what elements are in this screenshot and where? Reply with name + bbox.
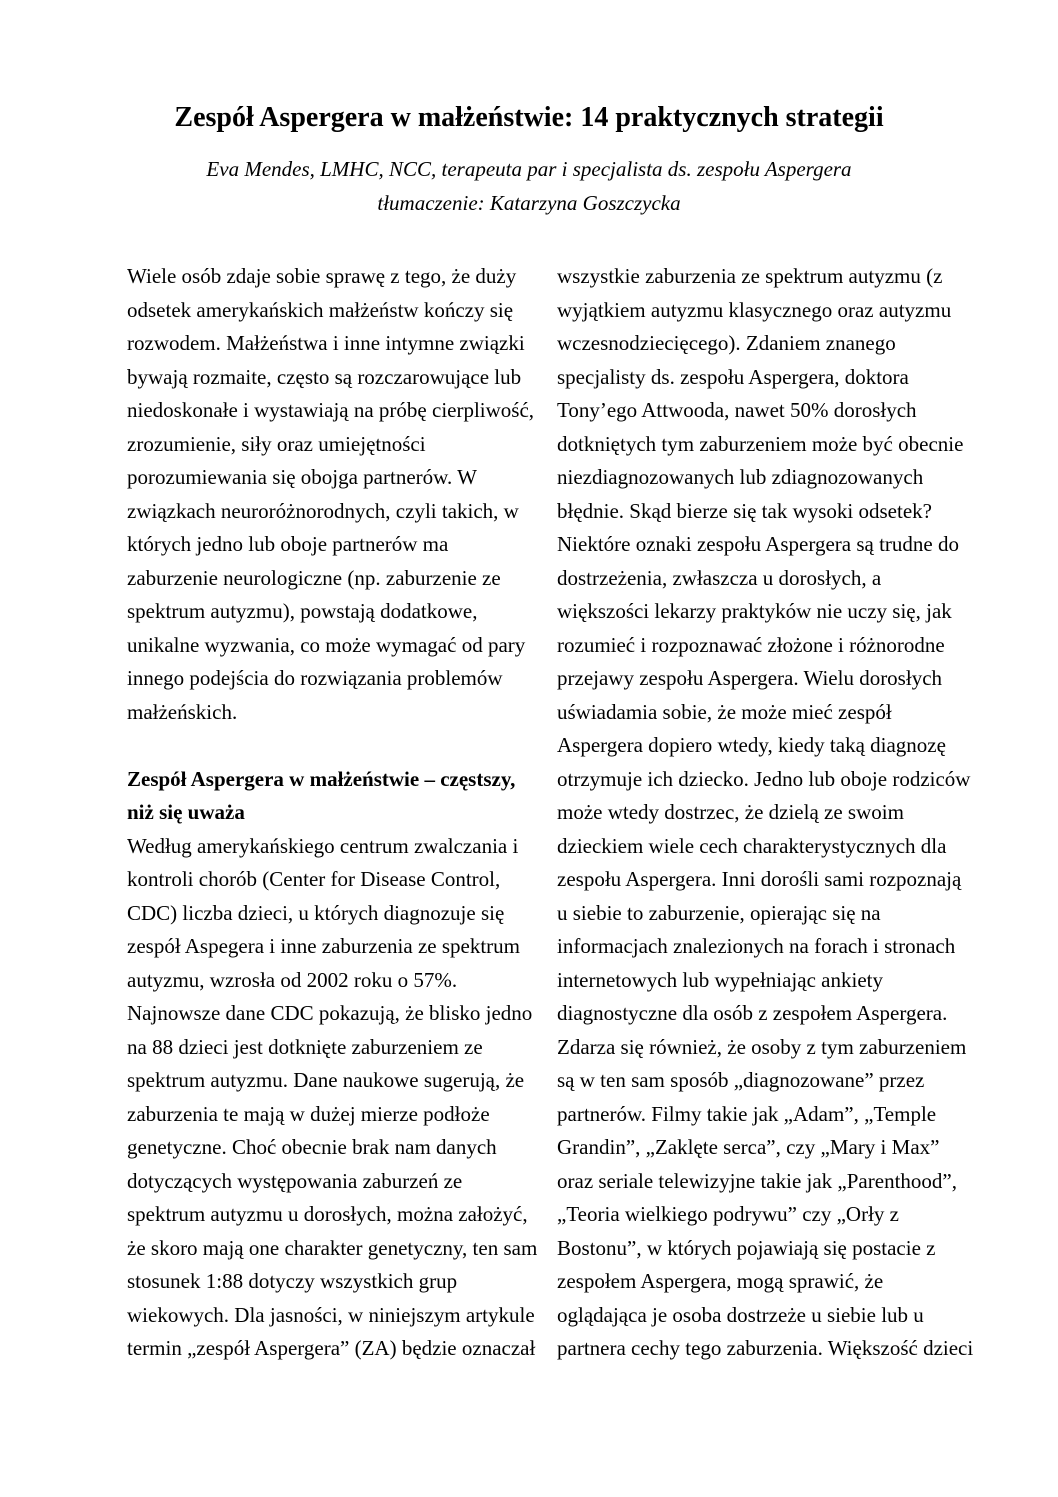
text-line: dzieckiem wiele cech charakterystycznych dla [557,833,947,858]
text-line: małżeńskich. [127,699,238,724]
text-line: spektrum autyzmu. Dane naukowe sugerują, że [127,1068,525,1092]
text-line: wszystkie zaburzenia ze spektrum autyzmu (z [557,264,943,288]
text-line: niedoskonałe i wystawiają na próbę cierpliwość, [127,398,535,422]
text-line: zespołu Aspergera. Inni dorośli sami rozpoznają [557,867,962,891]
text-line: autyzmu, wzrosła od 2002 roku o 57%. [127,967,458,992]
text-line: Zdarza się również, że osoby z tym zaburzeniem [557,1034,967,1059]
text-line: Tony’ego Attwooda, nawet 50% dorosłych [557,398,917,422]
text-line: bywają rozmaite, często są rozczarowujące lub [127,364,522,389]
text-line: zespół Aspegera i inne zaburzenia ze spektrum [127,934,521,958]
text-line: większości lekarzy praktyków nie uczy się, jak [557,599,952,623]
text-line: partnera cechy tego zaburzenia. Większość dzieci [557,1336,974,1360]
text-line: że skoro mają one charakter genetyczny, ten sam [127,1235,538,1260]
text-line: diagnostyczne dla osób z zespołem Aspergera. [557,1001,948,1025]
text-line: dotkniętych tym zaburzeniem może być obecnie [557,431,964,456]
text-line: oraz seriale telewizyjne takie jak „Parenthood”, [557,1168,957,1193]
text-line: Wiele osób zdaje sobie sprawę z tego, że duży [127,264,517,288]
text-line: partnerów. Filmy takie jak „Adam”, „Temple [557,1101,937,1126]
text-line: internetowych lub wypełniając ankiety [557,967,883,992]
right-column [557,260,974,1366]
text-line: Bostonu”, w których pojawiają się postacie z [557,1235,936,1260]
text-line: spektrum autyzmu u dorosłych, można założyć, [127,1202,528,1226]
text-line: Niektóre oznaki zespołu Aspergera są trudne do [557,532,959,556]
text-line: CDC) liczba dzieci, u których diagnozuje się [127,900,505,925]
text-line: informacjach znalezionych na forach i stronach [557,934,956,958]
text-line: dostrzeżenia, zwłaszcza u dorosłych, a [557,565,882,590]
blank-line [127,729,510,763]
text-line: porozumiewania się obojga partnerów. W [127,465,477,489]
text-line: przejawy zespołu Aspergera. Wielu dorosłych [557,666,943,690]
text-line: zaburzenie neurologiczne (np. zaburzenie ze [127,565,501,590]
text-line: są w ten sam sposób „diagnozowane” przez [557,1068,925,1092]
text-line: wczesnodziecięcego). Zdaniem znanego [557,331,896,355]
text-line: otrzymuje ich dziecko. Jedno lub oboje rodziców [557,766,971,791]
text-line: u siebie to zaburzenie, opierając się na [557,900,881,925]
text-line: zespołem Aspergera, mogą sprawić, że [557,1269,884,1293]
text-line: wyjątkiem autyzmu klasycznego oraz autyzmu [557,297,952,322]
text-line: związkach neuroróżnorodnych, czyli takich, w [127,498,519,523]
translation-line: tłumaczenie: Katarzyna Goszczycka [377,191,681,215]
author-line: Eva Mendes, LMHC, NCC, terapeuta par i specjalista ds. zespołu Aspergera [206,157,852,181]
text-line: stosunek 1:88 dotyczy wszystkich grup [127,1269,458,1293]
document-title: Zespół Aspergera w małżeństwie: 14 praktycznych strategii [174,102,884,133]
text-line: unikalne wyzwania, co może wymagać od pary [127,632,526,657]
two-column-body [127,260,974,1366]
text-line: Według amerykańskiego centrum zwalczania i [127,833,519,858]
text-line: zrozumienie, siły oraz umiejętności [127,431,426,456]
text-line: Najnowsze dane CDC pokazują, że blisko jedno [127,1001,533,1025]
text-line: może wtedy dostrzec, że dzielą ze swoim [557,800,904,824]
text-line: uświadamia sobie, że może mieć zespół [557,699,892,724]
text-line: których jedno lub oboje partnerów ma [127,532,449,556]
document-header [0,0,1058,220]
text-line: spektrum autyzmu), powstają dodatkowe, [127,599,478,623]
left-column [127,260,538,1366]
text-line: niż się uważa [127,800,245,824]
text-line: „Teoria wielkiego podrywu” czy „Orły z [557,1202,899,1226]
text-line: kontroli chorób (Center for Disease Control, [127,867,501,891]
text-line: odsetek amerykańskich małżeństw kończy się [127,297,514,322]
text-line: Zespół Aspergera w małżeństwie – częstszy, [127,766,516,791]
text-line: rozumieć i rozpoznawać złożone i różnorodne [557,632,945,657]
text-line: oglądająca je osoba dostrzeże u siebie lub u [557,1302,924,1327]
text-line: Grandin”, „Zaklęte serca”, czy „Mary i Max” [557,1135,940,1159]
text-line: dotyczących występowania zaburzeń ze [127,1168,463,1193]
text-line: specjalisty ds. zespołu Aspergera, doktora [557,364,909,389]
text-line: zaburzenia te mają w dużej mierze podłoże [127,1101,490,1126]
text-line: Aspergera dopiero wtedy, kiedy taką diagnozę [557,733,946,757]
text-line: genetyczne. Choć obecnie brak nam danych [127,1135,497,1159]
text-line: termin „zespół Aspergera” (ZA) będzie oznaczał [127,1336,536,1360]
text-line: innego podejścia do rozwiązania problemów [127,666,503,690]
text-line: błędnie. Skąd bierze się tak wysoki odsetek? [557,498,932,523]
text-line: wiekowych. Dla jasności, w niniejszym artykule [127,1302,535,1327]
text-line: niezdiagnozowanych lub zdiagnozowanych [557,465,924,489]
text-line: rozwodem. Małżeństwa i inne intymne związki [127,331,525,355]
text-line: na 88 dzieci jest dotknięte zaburzeniem ze [127,1034,483,1059]
